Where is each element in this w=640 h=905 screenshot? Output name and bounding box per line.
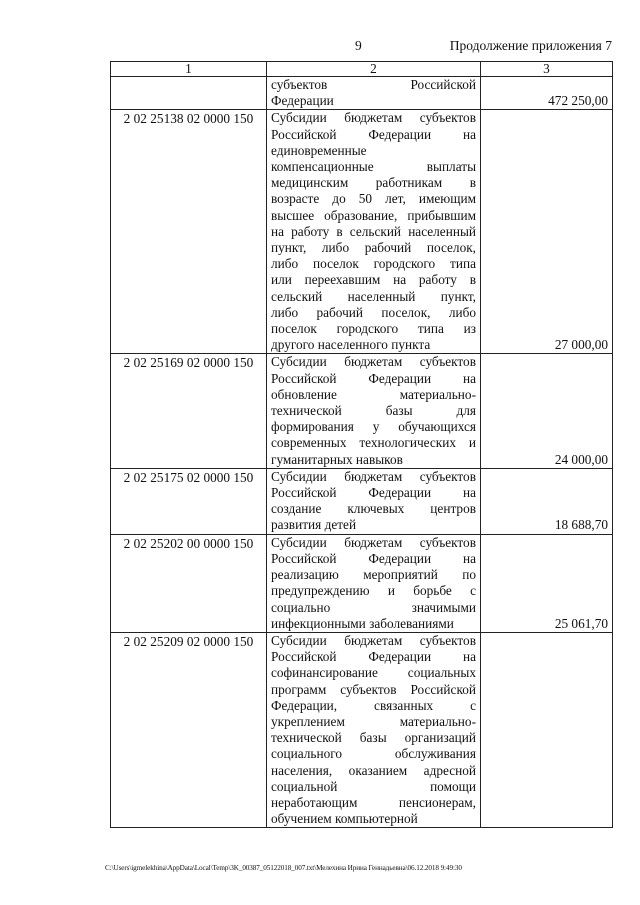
amount-cell: 25 061,70: [481, 534, 613, 632]
description-line: Субсидии бюджетам субъектов: [271, 354, 476, 370]
description-line: Российской Федерации на: [271, 649, 476, 665]
description-line: программ субъектов Российской: [271, 681, 476, 697]
description-line: формирования у обучающихся: [271, 419, 476, 435]
description-line: Российской Федерации на: [271, 126, 476, 142]
description-line: реализацию мероприятий по: [271, 567, 476, 583]
description-line: социального обслуживания: [271, 746, 476, 762]
description-line: социально значимыми: [271, 599, 476, 615]
description-line: населения, оказанием адресной: [271, 762, 476, 778]
description-line: технической базы для: [271, 403, 476, 419]
description-line: Российской Федерации на: [271, 370, 476, 386]
amount-cell: [481, 632, 613, 827]
column-number-3: 3: [481, 62, 613, 77]
description-line: обучением компьютерной: [271, 811, 418, 827]
budget-code-cell: 2 02 25175 02 0000 150: [111, 468, 267, 534]
page-number: 9: [355, 38, 362, 53]
table-row: [111, 77, 613, 110]
budget-code-cell: 2 02 25202 00 0000 150: [111, 534, 267, 632]
amount-cell: 472 250,00: [481, 77, 613, 110]
description-line: гуманитарных навыков: [271, 451, 403, 467]
table-row: [111, 534, 613, 632]
description-line: развития детей: [271, 517, 357, 533]
table-row: [111, 632, 613, 827]
budget-code-cell: 2 02 25138 02 0000 150: [111, 110, 267, 354]
amount-cell: 27 000,00: [481, 110, 613, 354]
description-line: технической базы организаций: [271, 730, 476, 746]
budget-code-cell: 2 02 25169 02 0000 150: [111, 354, 267, 468]
description-line: обновление материально-: [271, 386, 476, 402]
continuation-caption: Продолжение приложения 7: [449, 38, 612, 53]
description-line: Субсидии бюджетам субъектов: [271, 110, 476, 126]
description-line: поселок городского типа из: [271, 321, 476, 337]
description-cell: [267, 77, 481, 110]
description-line: возрасте до 50 лет, имеющим: [271, 191, 476, 207]
description-line: Российской Федерации на: [271, 485, 476, 501]
budget-table: [110, 61, 613, 828]
amount-cell: 18 688,70: [481, 468, 613, 534]
description-line: другого населенного пункта: [271, 337, 431, 353]
description-line: субъектов Российской: [271, 77, 476, 92]
description-cell: [267, 468, 481, 534]
description-line: пункт, либо рабочий поселок,: [271, 240, 476, 256]
description-line: высшее образование, прибывшим: [271, 207, 476, 223]
description-line: неработающим пенсионерам,: [271, 794, 476, 810]
column-number-row: [111, 62, 613, 77]
description-cell: [267, 354, 481, 468]
description-line: Субсидии бюджетам субъектов: [271, 534, 476, 550]
description-cell: [267, 534, 481, 632]
budget-code-cell: [111, 77, 267, 110]
description-line: Федерации, связанных с: [271, 697, 476, 713]
footer-file-path: C:\Users\igmelekhina\AppData\Local\Temp\3K_00387_05122018_007.txt\Мелехина Ирина Геннадьевна\06.12.2018 9:49:30: [105, 864, 462, 872]
description-line: либо рабочий поселок, либо: [271, 304, 476, 320]
description-line: единовременные: [271, 142, 367, 158]
description-line: инфекционными заболеваниями: [271, 615, 454, 631]
description-line: сельский населенный пункт,: [271, 288, 476, 304]
column-number-2: 2: [267, 62, 481, 77]
description-line: или переехавшим на работу в: [271, 272, 476, 288]
description-line: современных технологических и: [271, 435, 476, 451]
description-line: на работу в сельский населенный: [271, 223, 476, 239]
description-line: социальной помощи: [271, 778, 476, 794]
table-row: [111, 468, 613, 534]
table-row: [111, 110, 613, 354]
description-line: софинансирование социальных: [271, 665, 476, 681]
description-line: Российской Федерации на: [271, 550, 476, 566]
description-line: укреплением материально-: [271, 713, 476, 729]
description-line: предупреждению и борьбе с: [271, 583, 476, 599]
table-row: [111, 354, 613, 468]
description-line: Федерации: [271, 93, 334, 109]
description-line: медицинским работникам в: [271, 175, 476, 191]
amount-cell: 24 000,00: [481, 354, 613, 468]
description-line: компенсационные выплаты: [271, 159, 476, 175]
description-line: Субсидии бюджетам субъектов: [271, 468, 476, 484]
description-line: либо поселок городского типа: [271, 256, 476, 272]
description-line: Субсидии бюджетам субъектов: [271, 632, 476, 648]
description-line: создание ключевых центров: [271, 501, 476, 517]
column-number-1: 1: [111, 62, 267, 77]
description-cell: [267, 110, 481, 354]
description-cell: [267, 632, 481, 827]
budget-code-cell: 2 02 25209 02 0000 150: [111, 632, 267, 827]
